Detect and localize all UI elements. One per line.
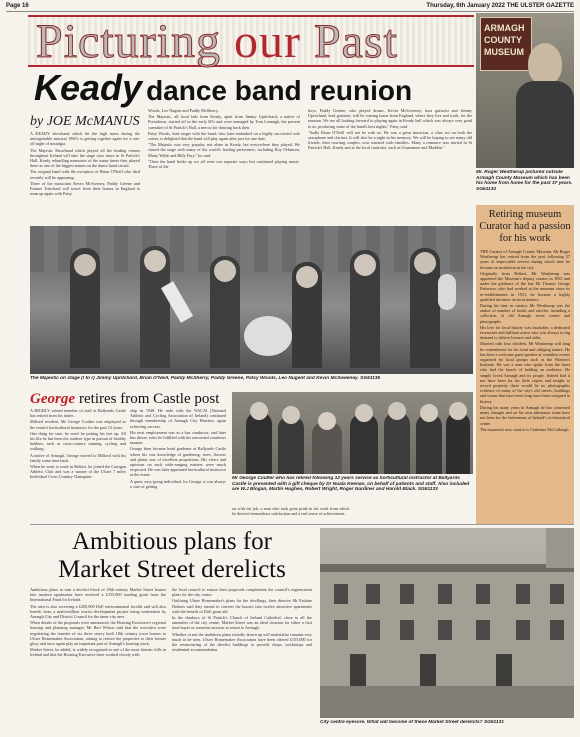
market-paragraph: Market Street, he added, is widely recognised as one of the most historic hills in Ireland and that the Housing Executive have worked closely with — [30, 647, 166, 658]
museum-sign — [480, 17, 532, 71]
market-street-photo — [320, 528, 574, 718]
person-head — [282, 406, 300, 424]
byline-name: JOE McMANUS — [46, 114, 140, 129]
museum-sign-line1: ARMAGH — [484, 23, 525, 33]
george-headline-italic: George — [30, 391, 75, 407]
keady-paragraph: The original band with the exception of Brian O'Neill who died recently will be appearing. — [30, 169, 140, 180]
sidebar-body — [480, 249, 570, 521]
page-number: Page 16 — [6, 3, 29, 9]
market-headline-line1: Ambitious plans for — [72, 528, 272, 555]
keady-paragraph: "Sadly Brian O'Neill will not be with us. He was a great musician, a class act on both the saxophone and clarinet. It will also be a night in his memory. We will be hoping to see many old friends, then courting couples, now married with families. Many a romance was started in St Patrick's Hall, Keady and at the local carnivals, such as Granemore and Madden." — [308, 129, 472, 151]
keady-column-3 — [308, 108, 472, 223]
george-photo-caption: Mr George Coulter who has retired following 12 years service as horticultural instructor at Ballyards Castle is presented with a gift cheque by Dr Nuala Keenan, on behalf of patients and staff. Also included are W.J Blogan, Martin Hughes, Robert Wright, Roger Gardiner and Harold Black. SG51133 — [232, 476, 470, 493]
band-member-head — [414, 252, 436, 274]
person — [350, 414, 378, 474]
keady-column-1 — [30, 131, 140, 223]
doorway — [496, 654, 512, 686]
sidebar-paragraph: During his time as curator, Mr Weatherup was the author of number of books and articles, including a collection of old Armagh street scenes and photographs. — [480, 303, 570, 324]
keady-paragraph: "Once the band broke up we all went our separate ways but continued playing music. Three of the — [148, 158, 300, 170]
person-head — [449, 402, 467, 420]
museum-sign-line3: MUSEUM — [484, 47, 524, 57]
market-paragraph: Whether or not the ambitious plans initially drawn up will materialise remains very much to be seen. Ulster Homemaker Association have been offered £155,000 for the restructuring of the derelict buildings to provide shops, workshops and residential accommodation. — [172, 631, 312, 653]
person — [384, 412, 410, 474]
keady-paragraph: Woods, Leo Nugent and Paddy McSherry. — [148, 108, 219, 113]
george-paragraph: George then became head gardener at Ballyards Castle where his vast knowledge of gardening, trees, flowers and plants was of excellent proportions. His views and opinions on such wide-ranging matters were much respected. He was later appointed horticultural instructor at the estate. — [130, 446, 226, 478]
george-column-2 — [130, 408, 226, 520]
market-paragraph: The area is also receiving a £200,000 DoE environmental facelift and will also benefit from a multi-million tourist development project being undertaken by Armagh City and District Council for the inner city area. — [30, 603, 166, 620]
market-column-2 — [172, 587, 312, 733]
george-closing-text: on with the job, a man who took great pride in his work from which he derived tremendous satisfaction and a real sense of achievement. — [232, 506, 350, 517]
section-banner — [28, 15, 474, 67]
band-photo-caption: The Majestic on stage (l to r) Jimmy Upritchard, Brian O'Neill, Paddy McSherry, Paddy Greene, Patsy Woods, Leo Nugent and Kevin McSweeney. SG51135 — [30, 376, 381, 381]
window — [400, 620, 414, 640]
george-paragraph: One thing for sure, he won't be putting his feet up. All his life he has been the outdoor type in pursuit of healthy hobbies, such as cross-country running, cycling and walking. — [30, 430, 126, 452]
window — [476, 620, 490, 640]
sidebar-paragraph: The museum's new curator is Catherine McCullough. — [480, 426, 570, 432]
sky-building — [546, 528, 574, 568]
window — [550, 620, 564, 640]
curator-sidebar — [476, 205, 574, 525]
window — [516, 620, 530, 640]
person — [416, 414, 442, 474]
george-presentation-photo — [232, 392, 473, 474]
market-paragraph: When details of the proposals were announced, the Housing Executive's regional housing and planning manager, Mr Bert Wilson said that the executive were negotiating the transfer of six three storey built 18th century town houses to Ulster Homemaker Association, aiming to restore the properties to their former glory and once again play an important part of Armagh's housing stock. — [30, 620, 166, 647]
window — [476, 584, 490, 604]
window — [438, 620, 452, 640]
keady-paragraph: Patsy Woods, lead singer with the band, who later embarked on a highly successful solo career, is delighted that the band will play again after just for one date. — [148, 130, 300, 142]
market-paragraph: the local council to ensure their proposals complement the council's regeneration plans for the city centre. — [172, 587, 312, 598]
curator-head — [528, 43, 562, 85]
window — [516, 584, 530, 604]
section-divider — [30, 524, 574, 525]
george-paragraph: A native of Armagh, George moved to Milford with his family some time back. — [30, 452, 126, 463]
drum-kit — [244, 316, 292, 356]
doorway — [420, 654, 436, 686]
george-paragraph: When he went to work in Belfast, he joined the Carrigan Athletic Club and was a winner of the Ulster 7 miles Individual Cross Country Champion- — [30, 464, 126, 480]
market-paragraph: Outlining Ulster Homemaker's plans for the dwellings, their director Mr Erskine Holmes said they intend to convert the houses into twelve attractive apartments with the benefit of DoE grant aid. — [172, 598, 312, 614]
person-head — [355, 404, 373, 422]
window — [366, 584, 380, 604]
george-paragraph: A quiet, easy-going individual, for George, it was always a case of getting — [130, 478, 226, 489]
george-paragraph: ship in 1948. He rode with the NACAI (National Athletic and Cycling Association of Ireland) continued through membership of Armagh City Harriers, again achieving success. — [130, 408, 226, 429]
person-head — [420, 404, 438, 422]
band-member-head — [296, 266, 318, 288]
market-headline — [30, 528, 314, 584]
byline — [30, 114, 140, 130]
curator-body — [516, 81, 574, 168]
band-member-head — [214, 260, 236, 282]
george-headline-rest: retires from Castle post — [79, 391, 220, 407]
george-paragraph: A HIGHLY valued member of staff at Ballyards Castle has retired from his duties. — [30, 408, 126, 419]
keady-headline-rest: dance band reunion — [146, 75, 413, 106]
keady-paragraph: "The Majestic was very popular, not alone in Keady, but everywhere they played. We shared the stage with many of the world's leading performers, including Roy Orbinson, Marty Wilde and Billy Fury," he said. — [148, 142, 300, 158]
person-head — [318, 412, 336, 430]
street-pavement — [320, 686, 574, 718]
market-column-1 — [30, 587, 166, 733]
window — [438, 584, 452, 604]
keady-paragraph: boys, Paddy Greene, who played drums, Kevin McSweeney, bass guitarist and Jimmy Upritchard, lead guitarist, will be coming home from England, where they live and work, for the reunion. We are all looking forward to playing again in Keady hall which was always very good to us, producing some of the band's best nights," Patsy said. — [308, 108, 472, 129]
band-member-head — [354, 254, 376, 276]
window — [550, 584, 564, 604]
banner-word-our: our — [234, 15, 301, 68]
person — [446, 412, 470, 474]
banner-word-past: Past — [313, 15, 398, 68]
sidebar-paragraph: Married with four children, Mr Weatherup will long be remembered for his kind and obliging nature. He has been a welcome guest speaker at countless events organised by local groups such as the Women's Institute. He was a man who spoke from the heart who had the knack of holding an audience. He simply loved Armagh and its people. Indeed had it not have been for his little capers and insight to record posterity there would be no photographic evidence of many of the city's old streets, buildings and scenes that have been long since been resigned to history. — [480, 341, 570, 404]
sidebar-paragraph: During his many years in Armagh he has witnessed many changes and on his own admission some have not been for the betterment of Ireland's ecclesiastical centre. — [480, 404, 570, 426]
museum-photo-caption: Mr. Roger Weatherup pictured outside Armagh County Museum which has been his home from home for the past 37 years. SG51134 — [476, 170, 573, 192]
window — [334, 620, 348, 640]
sidebar-headline: Retiring museum Curator had a passion for his work — [479, 209, 571, 244]
sidebar-paragraph: His love for local history was insatiable, a dedicated researcher and brilliant orator who was always in big demand to deliver lectures and talks. — [480, 324, 570, 341]
george-column-1 — [30, 408, 126, 520]
george-paragraph: His next employment was as a bus conductor, and later bus driver, roles he fulfilled with his renowned courteous manner. — [130, 429, 226, 446]
market-paragraph: In the shadows of St Patrick's Church of Ireland Cathedral, close to all the amenities of the city centre, Market Street was an ideal location for either a first time buyer or someone anxious to return to Armagh. — [172, 615, 312, 631]
page-header — [6, 3, 574, 12]
museum-curator-photo — [476, 13, 574, 168]
window — [366, 620, 380, 640]
person-head — [250, 402, 268, 420]
doorway — [350, 654, 366, 686]
person — [278, 416, 304, 474]
sidebar-paragraph: Originally from Belfast, Mr Weatherup was appointed the Museum's deputy curator in 1955 and under the guidance of the late Mr Thomas George Patterson, who had worked at the museum since its re-establishment in 1931, he became a highly qualified informer on local matters. — [480, 270, 570, 302]
window — [400, 584, 414, 604]
keady-paragraph: A KEADY showband which hit the high notes during the unforgettable musical 1960's is getting together again for a one-off night of nostalgia. — [30, 131, 140, 147]
majestic-band-photo — [30, 226, 473, 374]
keady-headline-italic: Keady — [34, 67, 143, 108]
keady-paragraph: The Majestic, all local lads from Keady, apart from Jimmy Upritchard, a native of Portadown, started off in the early 60's and were managed by Tom Lennagh, the present caretaker of St Patrick's Hall, a mecca for dancing back then. — [148, 114, 300, 130]
keady-headline — [34, 67, 474, 109]
museum-sign-line2: COUNTY — [484, 35, 522, 45]
market-headline-line2: Market Street derelicts — [58, 556, 286, 583]
band-member-head — [144, 250, 166, 272]
roof-line — [320, 564, 574, 572]
person-head — [388, 402, 406, 420]
market-photo-caption: City centre eyesore. What will become of these Market Street derelicts? SG51131 — [320, 720, 504, 725]
person — [246, 412, 272, 474]
issue-date: Thursday, 6th January 2022 THE ULSTER GAZETTE — [426, 3, 574, 9]
market-paragraph: Ambitious plans to turn a derelict block of 18th century Market Street houses into modern apartments have received a £155,000 funding grant from the International Fund for Ireland. — [30, 587, 166, 603]
sidebar-paragraph: THE Curator of Armagh County Museum, Mr Roger Weatherup has retired from the post following 37 years of impeccable service during which time he became an institution in the city. — [480, 249, 570, 270]
banner-word-picturing: Picturing — [36, 15, 221, 68]
george-paragraph: Milford resident, Mr George Coulter was employed as the estate's horticultural instructor for the past 12 years. — [30, 419, 126, 430]
bass-guitar — [438, 274, 456, 310]
keady-paragraph: Three of the musicians Kevin McSweney, Paddy Greene and Emmet Trinchard will travel from their homes in England to team up again with Patsy — [30, 180, 140, 197]
keady-paragraph: The Majestic Showband which played all the leading venues throughout Ireland will take the stage once more in St Patrick's Hall, Keady rekindling memories of the many times they played there as one of the biggest names on the dance band circuit. — [30, 147, 140, 169]
band-member-head — [74, 254, 96, 276]
window — [334, 584, 348, 604]
byline-prefix: by — [30, 114, 44, 129]
keady-column-2 — [148, 108, 300, 223]
